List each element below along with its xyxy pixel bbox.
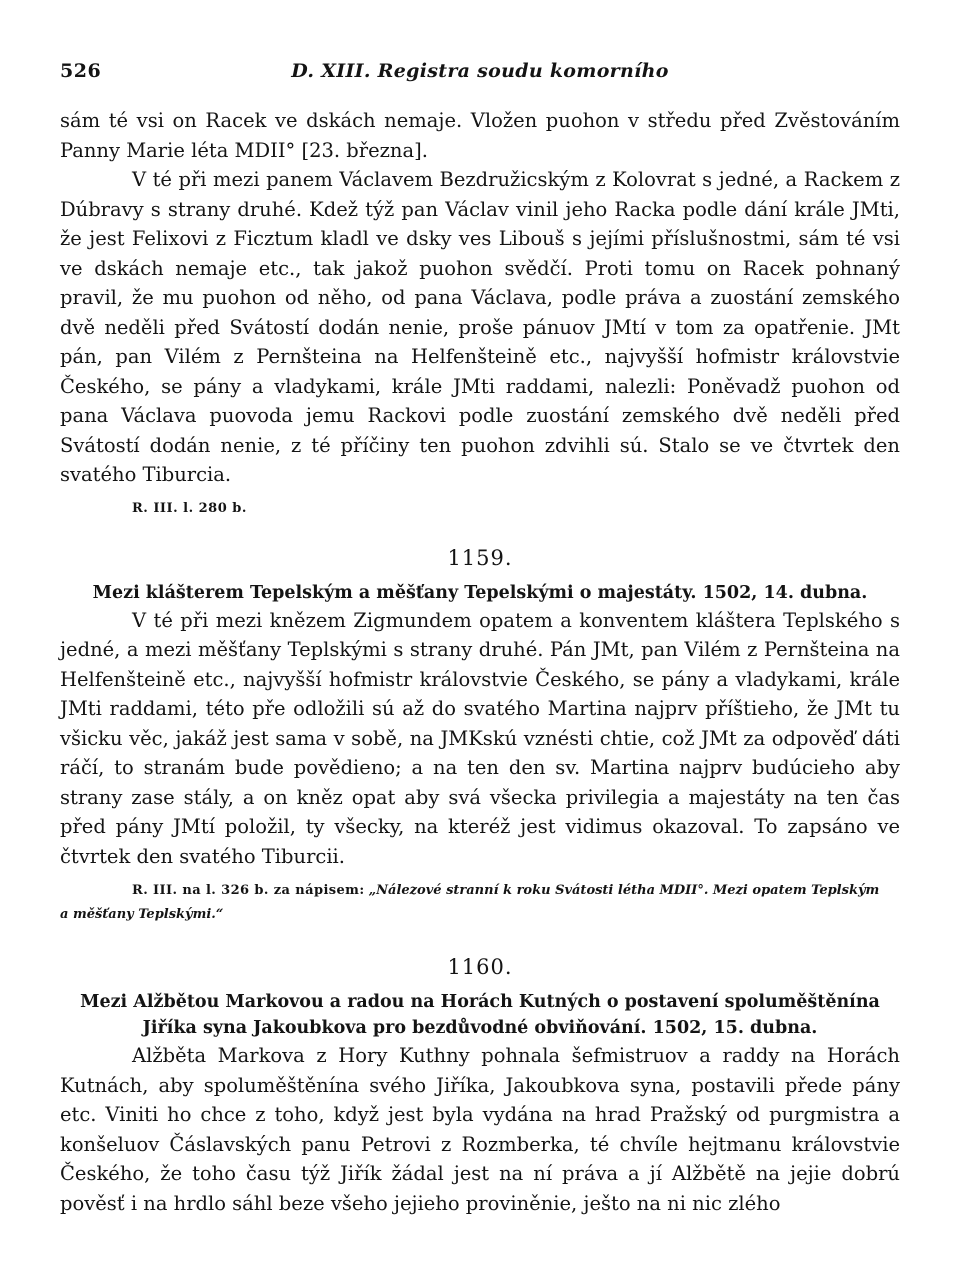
source-inscription: „Nálezové stranní k roku Svátosti létha MDII°. Mezi opatem Teplským	[368, 883, 880, 898]
entry-text: sám té vsi on Racek ve dskách nemaje. Vložen puohon v středu před Zvěstováním Panny Marie léta MDII° [23. března].	[60, 109, 900, 162]
entry-heading: Mezi klášterem Tepelským a měšťany Tepelskými o majestáty. 1502, 14. dubna.	[92, 582, 868, 603]
entry-1159	[60, 544, 900, 928]
entry-heading: Mezi Alžbětou Markovou a radou na Horách Kutných o postavení spoluměštěnína Jiříka syna Jakoubkova pro bezdůvodné obviňování. 1502, 15. dubna.	[80, 992, 880, 1038]
entry-number: 1160.	[447, 955, 513, 979]
source-reference: R. III. l. 280 b.	[132, 500, 247, 516]
source-note	[60, 879, 900, 927]
previous-entry-continuation	[60, 106, 900, 518]
running-head: D. XIII. Registra soudu komorního	[291, 60, 669, 82]
entry-text: V té při mezi panem Václavem Bezdružicským z Kolovrat s jedné, a Rackem z Dúbravy s strany druhé. Kdež týž pan Václav vinil jeho Racka podle dání krále JMti, že jest Felixovi z Ficztum kladl ve dsky ves Libouš s jejími příslušnostmi, sám té vsi ve dskách nemaje etc., tak jakož puohon svědčí. Proti tomu on Racek pohnaný pravil, že mu puohon od něho, od pana Václava, podle práva a zuostání zemského dvě neděli před Svátostí dodán nenie, proše pánuov JMtí v tom za opatřenie. JMt pán, pan Vilém z Pernšteina na Helfenšteině etc., najvyšší hofmistr královstvie Českého, se pány a vladykami, krále JMti raddami, nalezli: Poněvadž puohon od pana Václava puovoda jemu Rackovi podle zuostání zemského dvě neděli před Svátostí dodán nenie, z té příčiny ten puohon zdvihli sú. Stalo se ve čtvrtek den svatého Tiburcia.	[60, 168, 900, 486]
page-body	[60, 106, 900, 1218]
entry-text: V té při mezi knězem Zigmundem opatem a konventem kláštera Teplského s jedné, a mezi měšťany Teplskými s strany druhé. Pán JMt, pan Vilém z Pernšteina na Helfenšteině etc., najvyšší hofmistr královstvie Českého, se pány a vladykami, krále JMti raddami, této pře odložili sú až do svatého Martina najprv příštieho, že JMt tu všicku věc, jakáž jest sama v sobě, na JMKskú vznésti chtie, což JMt za odpověď dáti ráčí, to stranám bude povědieno; a na ten den sv. Martina najprv budúcieho aby strany zase stály, a on kněz opat aby svá všecka privilegia a majestáty na ten čas před pány JMtí položil, ty všecky, na kteréž jest vidimus okazoval. To zapsáno ve čtvrtek den svatého Tiburcii.	[60, 608, 900, 868]
page-header	[60, 60, 900, 88]
page-number: 526	[60, 60, 102, 82]
entry-1160	[60, 953, 900, 1218]
entry-number: 1159.	[447, 545, 513, 570]
entry-text: Alžběta Markova z Hory Kuthny pohnala šefmistruov a raddy na Horách Kutnách, aby spoluměštěnína svého Jiříka, Jakoubkova syna, postavili přede pány etc. Viniti ho chce z toho, když jest byla vydána na hrad Pražský od purgmistra a konšeluov Čáslavských panu Petrovi z Rozmberka, té chvíle hejtmanu královstvie Českého, že toho času týž Jiřík žádal jest na ní práva a jí Alžbětě na jejie dobrú pověsť i na hrdlo sáhl beze všeho jejieho proviněnie, ješto na ni nic zlého	[60, 1044, 900, 1215]
source-reference: R. III. na l. 326 b. za nápisem:	[132, 883, 365, 898]
source-inscription-continued: a měšťany Teplskými.“	[60, 907, 224, 922]
